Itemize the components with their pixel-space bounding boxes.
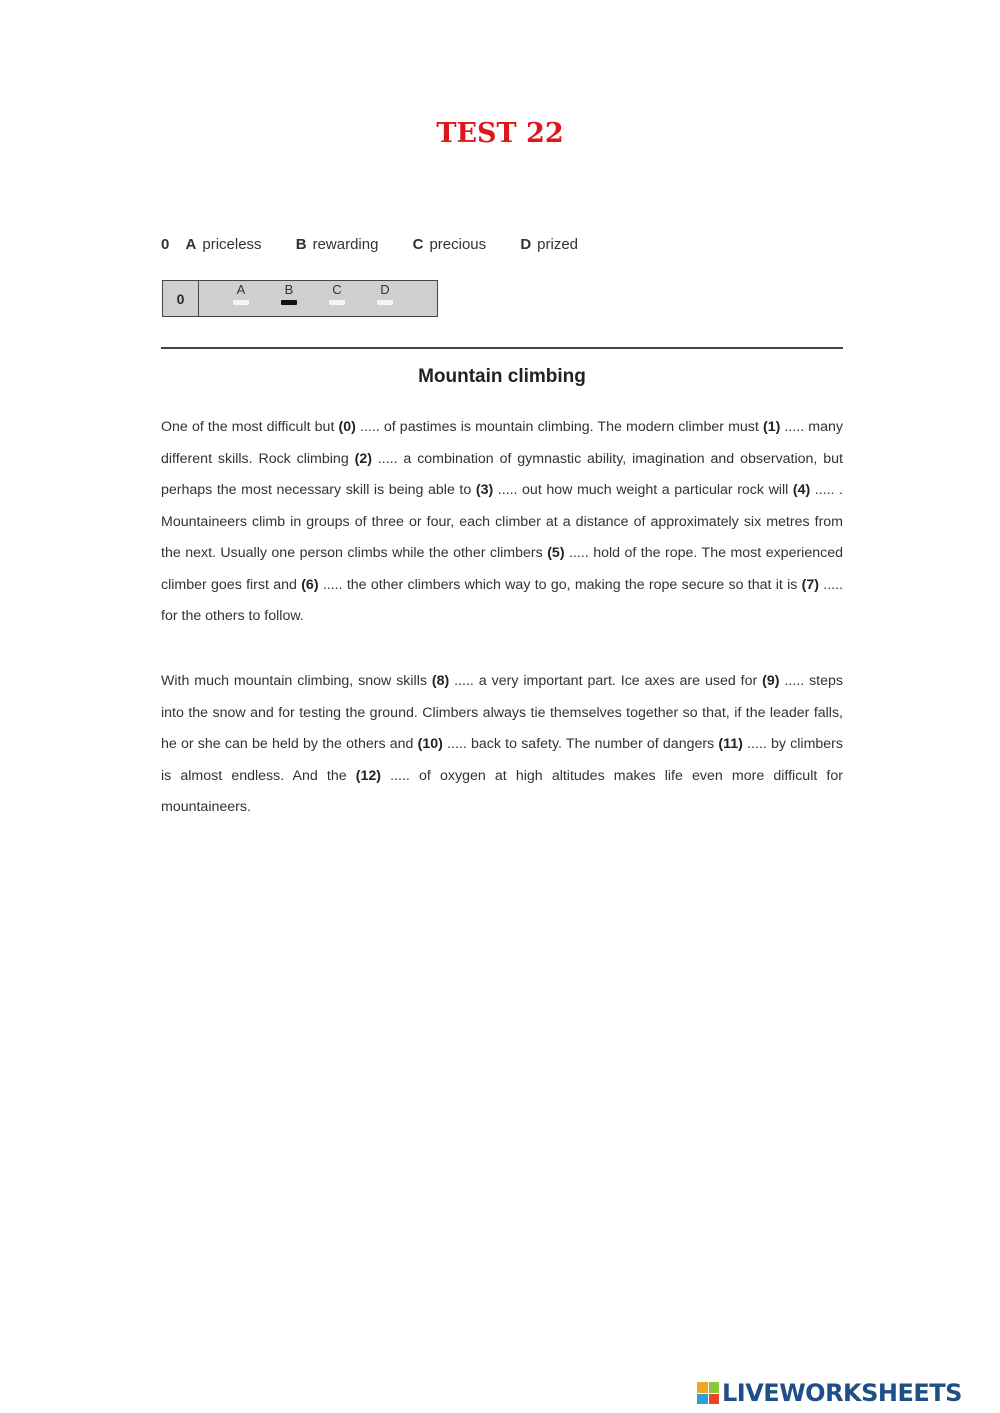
logo-square: [709, 1382, 720, 1393]
answer-grid-number: 0: [163, 281, 199, 316]
passage-paragraph-2: With much mountain climbing, snow skills (8) ..... a very important part. Ice axes are used for (9) ..... steps into the snow and for testing the ground. Climbers always tie themselves together so that, if the leader falls, he or she can be held by the others and (10) ..... back to safety. The number of dangers (11) ..... by climbers is almost endless. And the (12) ..... of oxygen at high altitudes makes life even more difficult for mountaineers.: [161, 673, 844, 815]
example-option-b: B rewarding: [295, 236, 379, 253]
passage-paragraph-1: One of the most difficult but (0) ..... of pastimes is mountain climbing. The modern climber must (1) ..... many different skills. Rock climbing (2) ..... a combination of gymnastic ability, imagination and observation, but perhaps the most necessary skill is being able to (3) ..... out how much weight a particular rock will (4) ..... . Mountaineers climb in groups of three or four, each climber at a distance of approximately six metres from the next. Usually one person climbs while the other climbers (5) ..... hold of the rope. The most experienced climber goes first and (6) ..... the other climbers which way to go, making the rope secure so that it is (7) ..... for the others to follow.: [161, 419, 844, 624]
gap-number: (0): [338, 419, 356, 435]
gap-number: (3): [475, 482, 494, 498]
example-number: 0: [161, 236, 170, 253]
section-divider: [161, 347, 843, 349]
logo-square: [697, 1382, 708, 1393]
example-option-c: C precious: [412, 236, 487, 253]
answer-mark-d: [377, 300, 393, 305]
logo-square: [709, 1394, 720, 1405]
answer-grid-option-c: C: [327, 283, 347, 305]
gap-number: (6): [301, 576, 319, 593]
liveworksheets-logo[interactable]: [697, 1378, 962, 1408]
example-option-a: A priceless: [185, 236, 262, 253]
gap-number: (2): [354, 450, 372, 467]
gap-number: (9): [762, 673, 780, 689]
logo-text: LIVEWORKSHEETS: [722, 1379, 962, 1407]
gap-number: (8): [431, 673, 450, 689]
answer-mark-c: [329, 300, 345, 305]
answer-grid-option-b: B: [279, 283, 299, 305]
example-question: [161, 236, 608, 253]
gap-number: (7): [801, 576, 819, 593]
gap-number: (5): [547, 545, 565, 561]
answer-mark-b: [281, 300, 297, 305]
answer-grid-option-d: D: [375, 283, 395, 305]
gap-number: (11): [718, 736, 743, 752]
example-option-d: D prized: [520, 236, 579, 253]
page-title: TEST 22: [436, 118, 564, 149]
logo-square: [697, 1394, 708, 1405]
example-answer-grid: [162, 280, 438, 317]
answer-grid-option-a: A: [231, 283, 251, 305]
passage-title: Mountain climbing: [418, 366, 586, 387]
answer-mark-a: [233, 300, 249, 305]
gap-number: (1): [762, 419, 781, 435]
gap-number: (4): [792, 482, 811, 498]
gap-number: (12): [355, 767, 382, 784]
liveworksheets-logo-icon: [697, 1382, 719, 1404]
gap-number: (10): [417, 736, 443, 752]
